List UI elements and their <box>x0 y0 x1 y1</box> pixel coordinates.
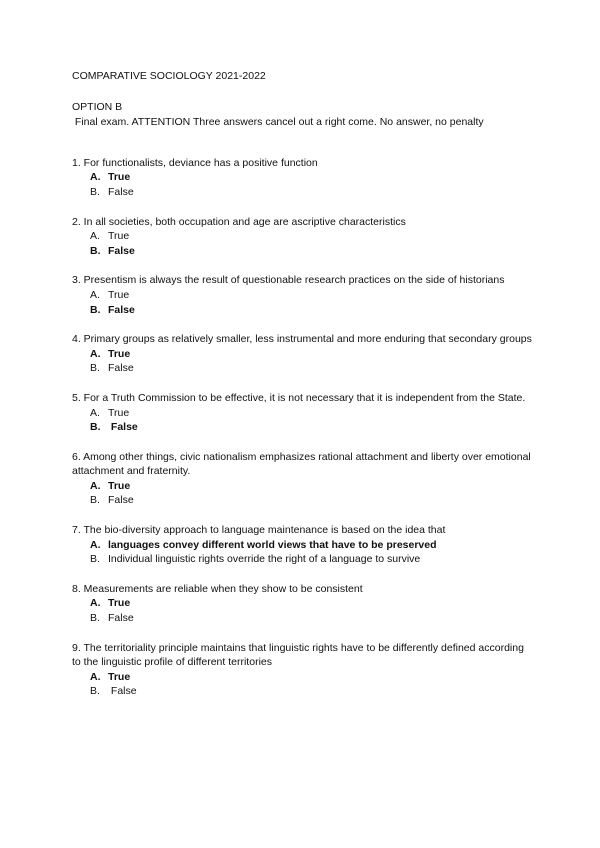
answer-text: True <box>108 171 131 184</box>
answer-text: False <box>108 494 134 507</box>
answer-letter: A. <box>90 538 101 551</box>
answer-option-a <box>72 170 532 185</box>
answer-letter: A. <box>90 347 101 360</box>
answer-letter: A. <box>90 597 101 610</box>
answer-option-a <box>72 288 532 303</box>
answer-option-a <box>72 406 532 421</box>
question-4 <box>72 332 532 376</box>
question-stem: 1. For functionalists, deviance has a positive function <box>72 156 318 169</box>
question-1 <box>72 156 532 200</box>
answer-option-a <box>72 479 532 494</box>
answer-option-a <box>72 347 532 362</box>
answer-letter: B. <box>90 244 101 257</box>
question-stem: 7. The bio-diversity approach to language maintenance is based on the idea that <box>72 524 446 537</box>
answer-letter: B. <box>90 303 101 316</box>
answer-text: False <box>108 612 134 625</box>
question-9 <box>72 641 532 699</box>
answer-option-b <box>72 420 532 435</box>
answer-option-b <box>72 684 532 699</box>
answer-option-a <box>72 229 532 244</box>
answer-text: False <box>108 244 135 257</box>
answer-text: True <box>108 347 131 360</box>
question-stem: 3. Presentism is always the result of questionable research practices on the side of historians <box>72 274 505 287</box>
answer-letter: B. <box>90 612 100 625</box>
answer-list <box>72 406 532 435</box>
answer-text: False <box>108 185 134 198</box>
answer-option-a <box>72 670 532 685</box>
answer-letter: B. <box>90 185 100 198</box>
answer-option-a <box>72 538 532 553</box>
answer-letter: B. <box>90 421 101 434</box>
exam-option: OPTION B <box>72 100 123 113</box>
answer-letter: A. <box>90 230 100 243</box>
answer-list <box>72 347 532 376</box>
question-stem: 4. Primary groups as relatively smaller, less instrumental and more enduring that secondary groups <box>72 333 532 346</box>
answer-letter: B. <box>90 494 100 507</box>
question-6 <box>72 450 532 508</box>
question-stem: 2. In all societies, both occupation and age are ascriptive characteristics <box>72 215 406 228</box>
answer-text: True <box>108 479 131 492</box>
answer-letter: A. <box>90 479 101 492</box>
answer-option-b <box>72 303 532 318</box>
answer-letter: A. <box>90 171 101 184</box>
answer-option-a <box>72 596 532 611</box>
answer-option-b <box>72 552 532 567</box>
answer-text: True <box>108 288 130 301</box>
answer-list <box>72 596 532 625</box>
answer-text: True <box>108 597 131 610</box>
answer-option-b <box>72 185 532 200</box>
answer-list <box>72 229 532 258</box>
answer-list <box>72 670 532 699</box>
answer-text: False <box>108 303 135 316</box>
answer-letter: A. <box>90 670 101 683</box>
question-stem: 5. For a Truth Commission to be effective, it is not necessary that it is independent from the State. <box>72 391 526 404</box>
question-3 <box>72 273 532 317</box>
exam-instructions: Final exam. ATTENTION Three answers cancel out a right come. No answer, no penalty <box>72 116 484 129</box>
answer-letter: B. <box>90 553 100 566</box>
document-title: COMPARATIVE SOCIOLOGY 2021-2022 <box>72 70 266 82</box>
answer-text: Individual linguistic rights override the right of a language to survive <box>108 553 421 566</box>
answer-text: False <box>108 421 138 434</box>
answer-text: False <box>108 685 137 698</box>
question-5 <box>72 391 532 435</box>
answer-list <box>72 479 532 508</box>
answer-letter: B. <box>90 685 100 698</box>
question-stem: 9. The territoriality principle maintains that linguistic rights have to be differently defined according to the linguistic profile of different territories <box>72 641 524 669</box>
answer-option-b <box>72 244 532 259</box>
answer-option-b <box>72 361 532 376</box>
answer-text: True <box>108 670 131 683</box>
answer-text: True <box>108 406 130 419</box>
answer-option-b <box>72 611 532 626</box>
answer-option-b <box>72 493 532 508</box>
answer-list <box>72 170 532 199</box>
question-stem: 6. Among other things, civic nationalism emphasizes rational attachment and liberty over emotional attachment and fraternity. <box>72 450 531 478</box>
question-stem: 8. Measurements are reliable when they show to be consistent <box>72 582 363 595</box>
answer-list <box>72 538 532 567</box>
question-list <box>72 156 532 699</box>
exam-page <box>72 69 532 714</box>
answer-text: True <box>108 230 130 243</box>
answer-letter: A. <box>90 288 100 301</box>
answer-text: languages convey different world views that have to be preserved <box>108 538 437 551</box>
question-7 <box>72 523 532 567</box>
answer-letter: B. <box>90 362 100 375</box>
answer-list <box>72 288 532 317</box>
answer-letter: A. <box>90 406 100 419</box>
answer-text: False <box>108 362 134 375</box>
question-8 <box>72 582 532 626</box>
question-2 <box>72 215 532 259</box>
